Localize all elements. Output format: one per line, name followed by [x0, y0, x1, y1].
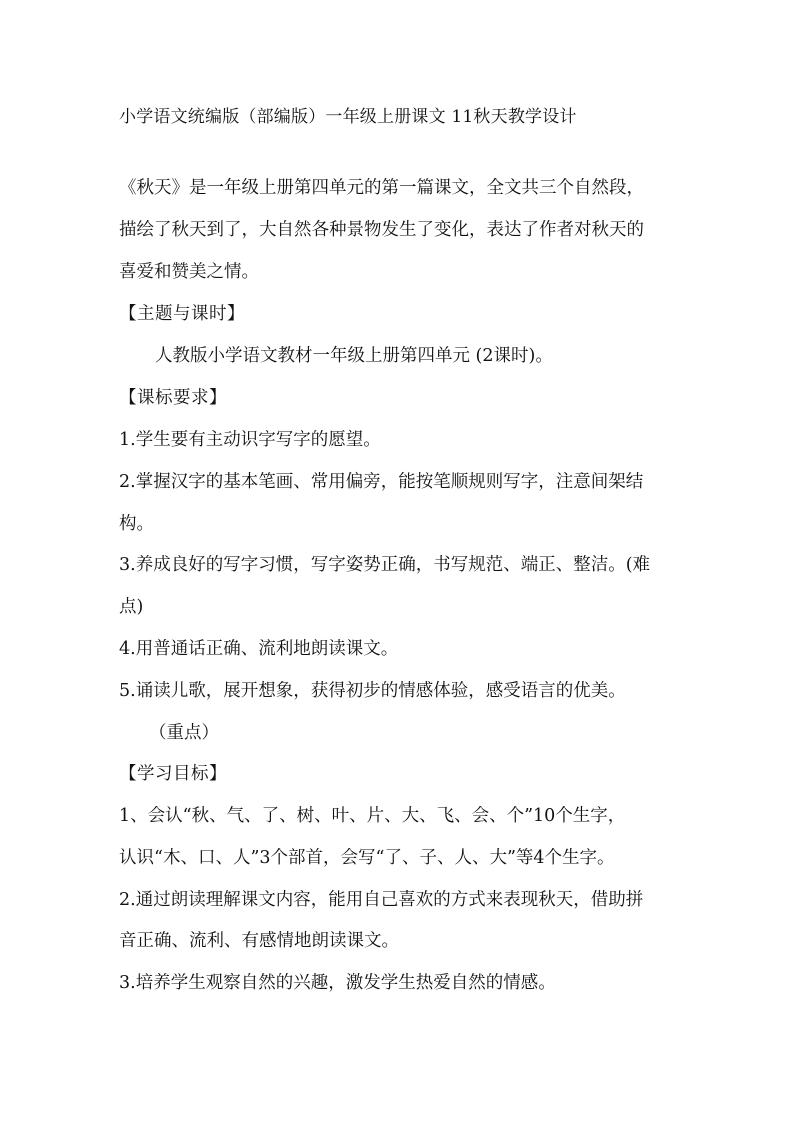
list-item: 4.用普通话正确、流利地朗读课文。: [119, 638, 399, 659]
intro-line: 喜爱和赞美之情。: [119, 261, 259, 282]
list-item: 5.诵读儿歌，展开想象，获得初步的情感体验，感受语言的优美。: [119, 680, 626, 701]
section-heading-standards: 【课标要求】: [119, 388, 227, 408]
list-item: 1.学生要有主动识字写字的愿望。: [119, 430, 381, 450]
intro-line: 描绘了秋天到了，大自然各种景物发生了变化，表达了作者对秋天的: [119, 219, 644, 240]
list-item: 3.培养学生观察自然的兴趣，激发学生热爱自然的情感。: [119, 973, 556, 994]
intro-paragraph: [119, 170, 685, 295]
list-item: 2.通过朗读理解课文内容，能用自己喜欢的方式来表现秋天，借助拼: [119, 889, 644, 910]
document-title: 小学语文统编版（部编版）一年级上册课文 11秋天教学设计: [119, 107, 577, 127]
section-theme-text: 人教版小学语文教材一年级上册第四单元 (2课时)。: [155, 346, 553, 366]
standards-list: [119, 422, 685, 756]
section-heading-theme: 【主题与课时】: [119, 304, 245, 324]
list-item: 1、会认“秋、气、了、树、叶、片、大、飞、会、个”10个生字，: [119, 806, 626, 826]
list-item: 2.掌握汉字的基本笔画、常用偏旁，能按笔顺规则写字，注意间架结: [119, 471, 644, 492]
section-heading-goals: 【学习目标】: [119, 764, 227, 784]
list-item: 构。: [119, 513, 154, 534]
intro-line: 《秋天》是一年级上册第四单元的第一篇课文，全文共三个自然段，: [119, 178, 644, 198]
goals-list: [119, 798, 685, 1007]
list-item: 点): [119, 597, 144, 618]
list-item: 音正确、流利、有感情地朗读课文。: [119, 931, 399, 952]
list-item: （重点）: [149, 722, 219, 743]
list-item: 认识“木、口、人”3个部首，会写“了、子、人、大”等4个生字。: [119, 847, 615, 868]
list-item: 3.养成良好的写字习惯，写字姿势正确，书写规范、端正、整洁。(难: [119, 555, 651, 576]
